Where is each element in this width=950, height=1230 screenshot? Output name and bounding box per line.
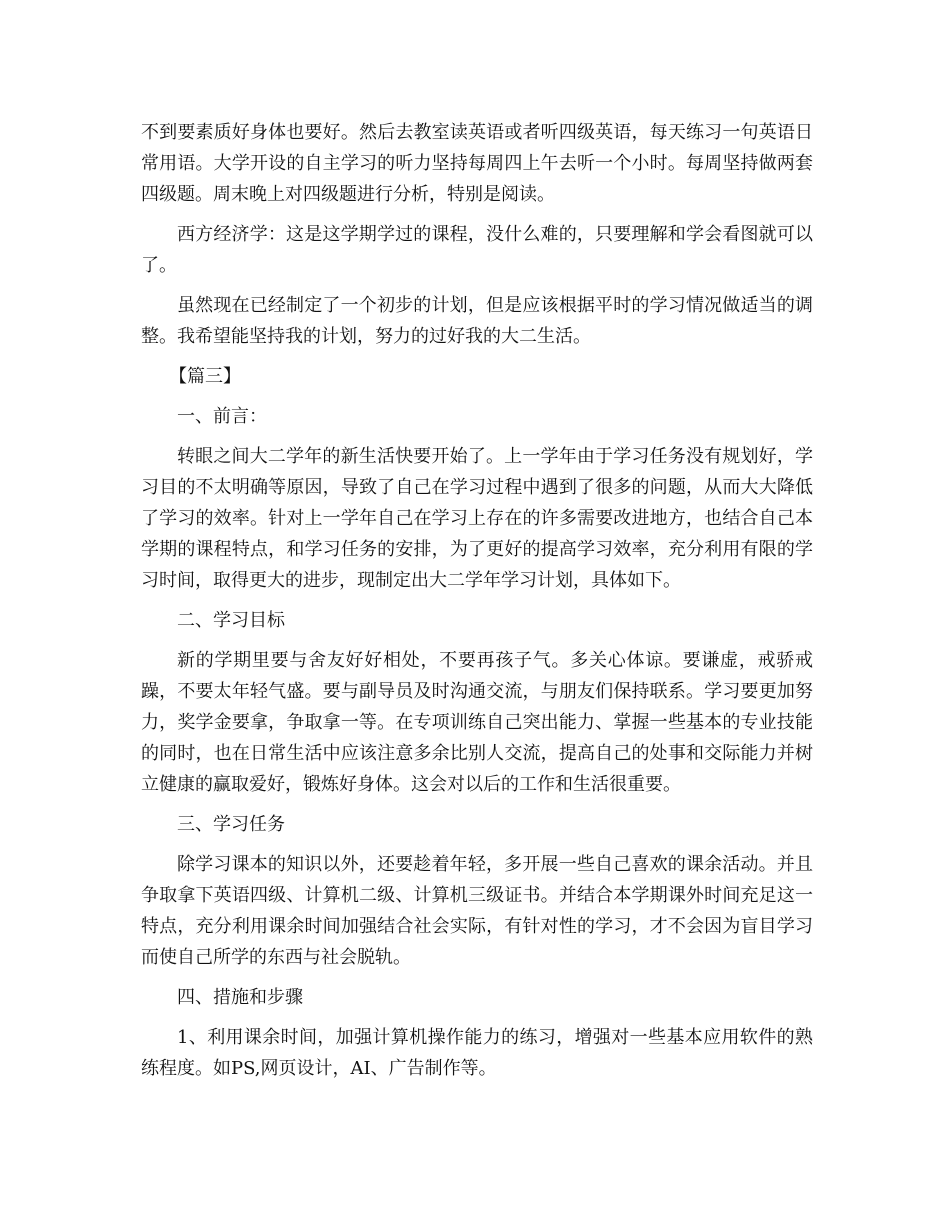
heading-study-tasks: 三、学习任务 (177, 814, 285, 835)
paragraph-measure-one: 1、利用课余时间，加强计算机操作能力的练习，增强对一些基本应用软件的熟练程度。如PS,网页设计，AI、广告制作等。 (141, 1027, 813, 1079)
heading-preface: 一、前言： (177, 406, 267, 427)
section-title-part-three: 【篇三】 (169, 366, 241, 387)
document-body (141, 117, 813, 1093)
paragraph-western-economics: 西方经济学：这是这学期学过的课程，没什么难的，只要理解和学会看图就可以了。 (141, 224, 813, 276)
paragraph-preface: 转眼之间大二学年的新生活快要开始了。上一学年由于学习任务没有规划好，学习目的不太明确等原因，导致了自己在学习过程中遇到了很多的问题，从而大大降低了学习的效率。针对上一学年自己在学习上存在的许多需要改进地方，也结合自己本学期的课程特点，和学习任务的安排，为了更好的提高学习效率，充分利用有限的学习时间，取得更大的进步，现制定出大二学年学习计划，具体如下。 (141, 446, 813, 591)
paragraph-plan-adjustment: 虽然现在已经制定了一个初步的计划，但是应该根据平时的学习情况做适当的调整。我希望能坚持我的计划，努力的过好我的大二生活。 (141, 295, 813, 347)
paragraph-study-tasks: 除学习课本的知识以外，还要趁着年轻，多开展一些自己喜欢的课余活动。并且争取拿下英语四级、计算机二级、计算机三级证书。并结合本学期课外时间充足这一特点，充分利用课余时间加强结合社会实际，有针对性的学习，才不会因为盲目学习而使自己所学的东西与社会脱轨。 (141, 854, 813, 968)
heading-measures-steps: 四、措施和步骤 (177, 987, 303, 1008)
heading-study-goals: 二、学习目标 (177, 610, 285, 631)
paragraph-study-goals: 新的学期里要与舍友好好相处，不要再孩子气。多关心体谅。要谦虚，戒骄戒躁，不要太年轻气盛。要与副导员及时沟通交流，与朋友们保持联系。学习要更加努力，奖学金要拿，争取拿一等。在专项训练自己突出能力、掌握一些基本的专业技能的同时，也在日常生活中应该注意多余比别人交流，提高自己的处事和交际能力并树立健康的赢取爱好，锻炼好身体。这会对以后的工作和生活很重要。 (141, 650, 813, 795)
paragraph-english-study: 不到要素质好身体也要好。然后去教室读英语或者听四级英语，每天练习一句英语日常用语。大学开设的自主学习的听力坚持每周四上午去听一个小时。每周坚持做两套四级题。周末晚上对四级题进行分析，特别是阅读。 (141, 122, 813, 205)
